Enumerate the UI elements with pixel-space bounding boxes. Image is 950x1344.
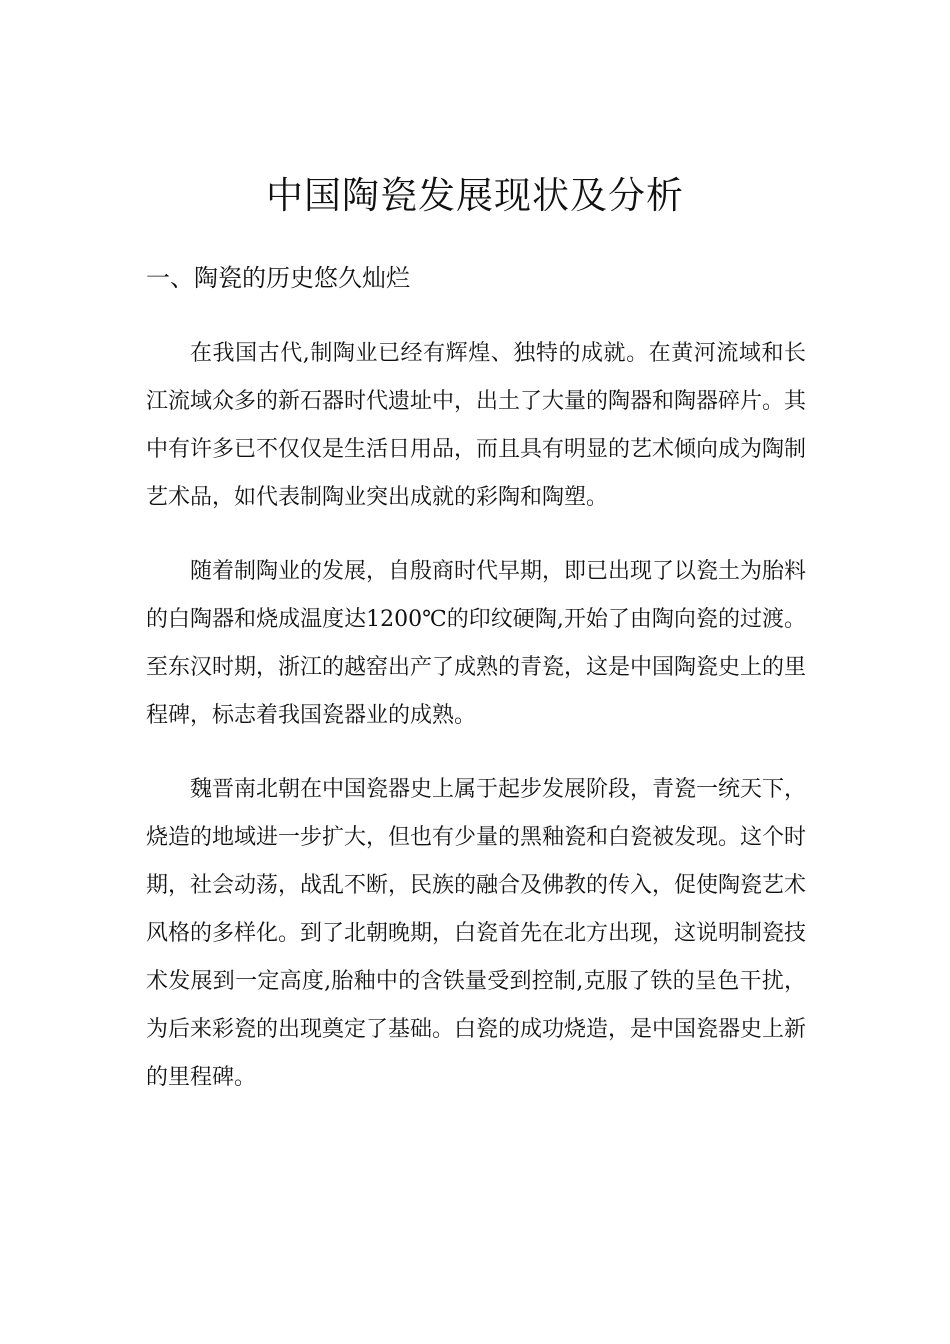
paragraph-3: 魏晋南北朝在中国瓷器史上属于起步发展阶段，青瓷一统天下，烧造的地域进一步扩大，但也有少量的黑釉瓷和白瓷被发现。这个时期，社会动荡，战乱不断，民族的融合及佛教的传入，促使陶瓷艺术风格的多样化。到了北朝晚期，白瓷首先在北方出现，这说明制瓷技术发展到一定高度,胎釉中的含铁量受到控制,克服了铁的呈色干扰，为后来彩瓷的出现奠定了基础。白瓷的成功烧造，是中国瓷器史上新的里程碑。 <box>146 777 807 1090</box>
paragraph-1: 在我国古代,制陶业已经有辉煌、独特的成就。在黄河流域和长江流域众多的新石器时代遗址中，出土了大量的陶器和陶器碎片。其中有许多已不仅仅是生活日用品，而且具有明显的艺术倾向成为陶制艺术品，如代表制陶业突出成就的彩陶和陶塑。 <box>146 341 807 510</box>
page-title: 中国陶瓷发展现状及分析 <box>266 174 684 217</box>
document-body <box>146 330 806 1128</box>
section-heading: 一、陶瓷的历史悠久灿烂 <box>146 264 410 292</box>
paragraph-2: 随着制陶业的发展，自殷商时代早期，即已出现了以瓷土为胎料的白陶器和烧成温度达1200℃的印纹硬陶,开始了由陶向瓷的过渡。至东汉时期，浙江的越窑出产了成熟的青瓷，这是中国陶瓷史上的里程碑，标志着我国瓷器业的成熟。 <box>146 559 807 728</box>
